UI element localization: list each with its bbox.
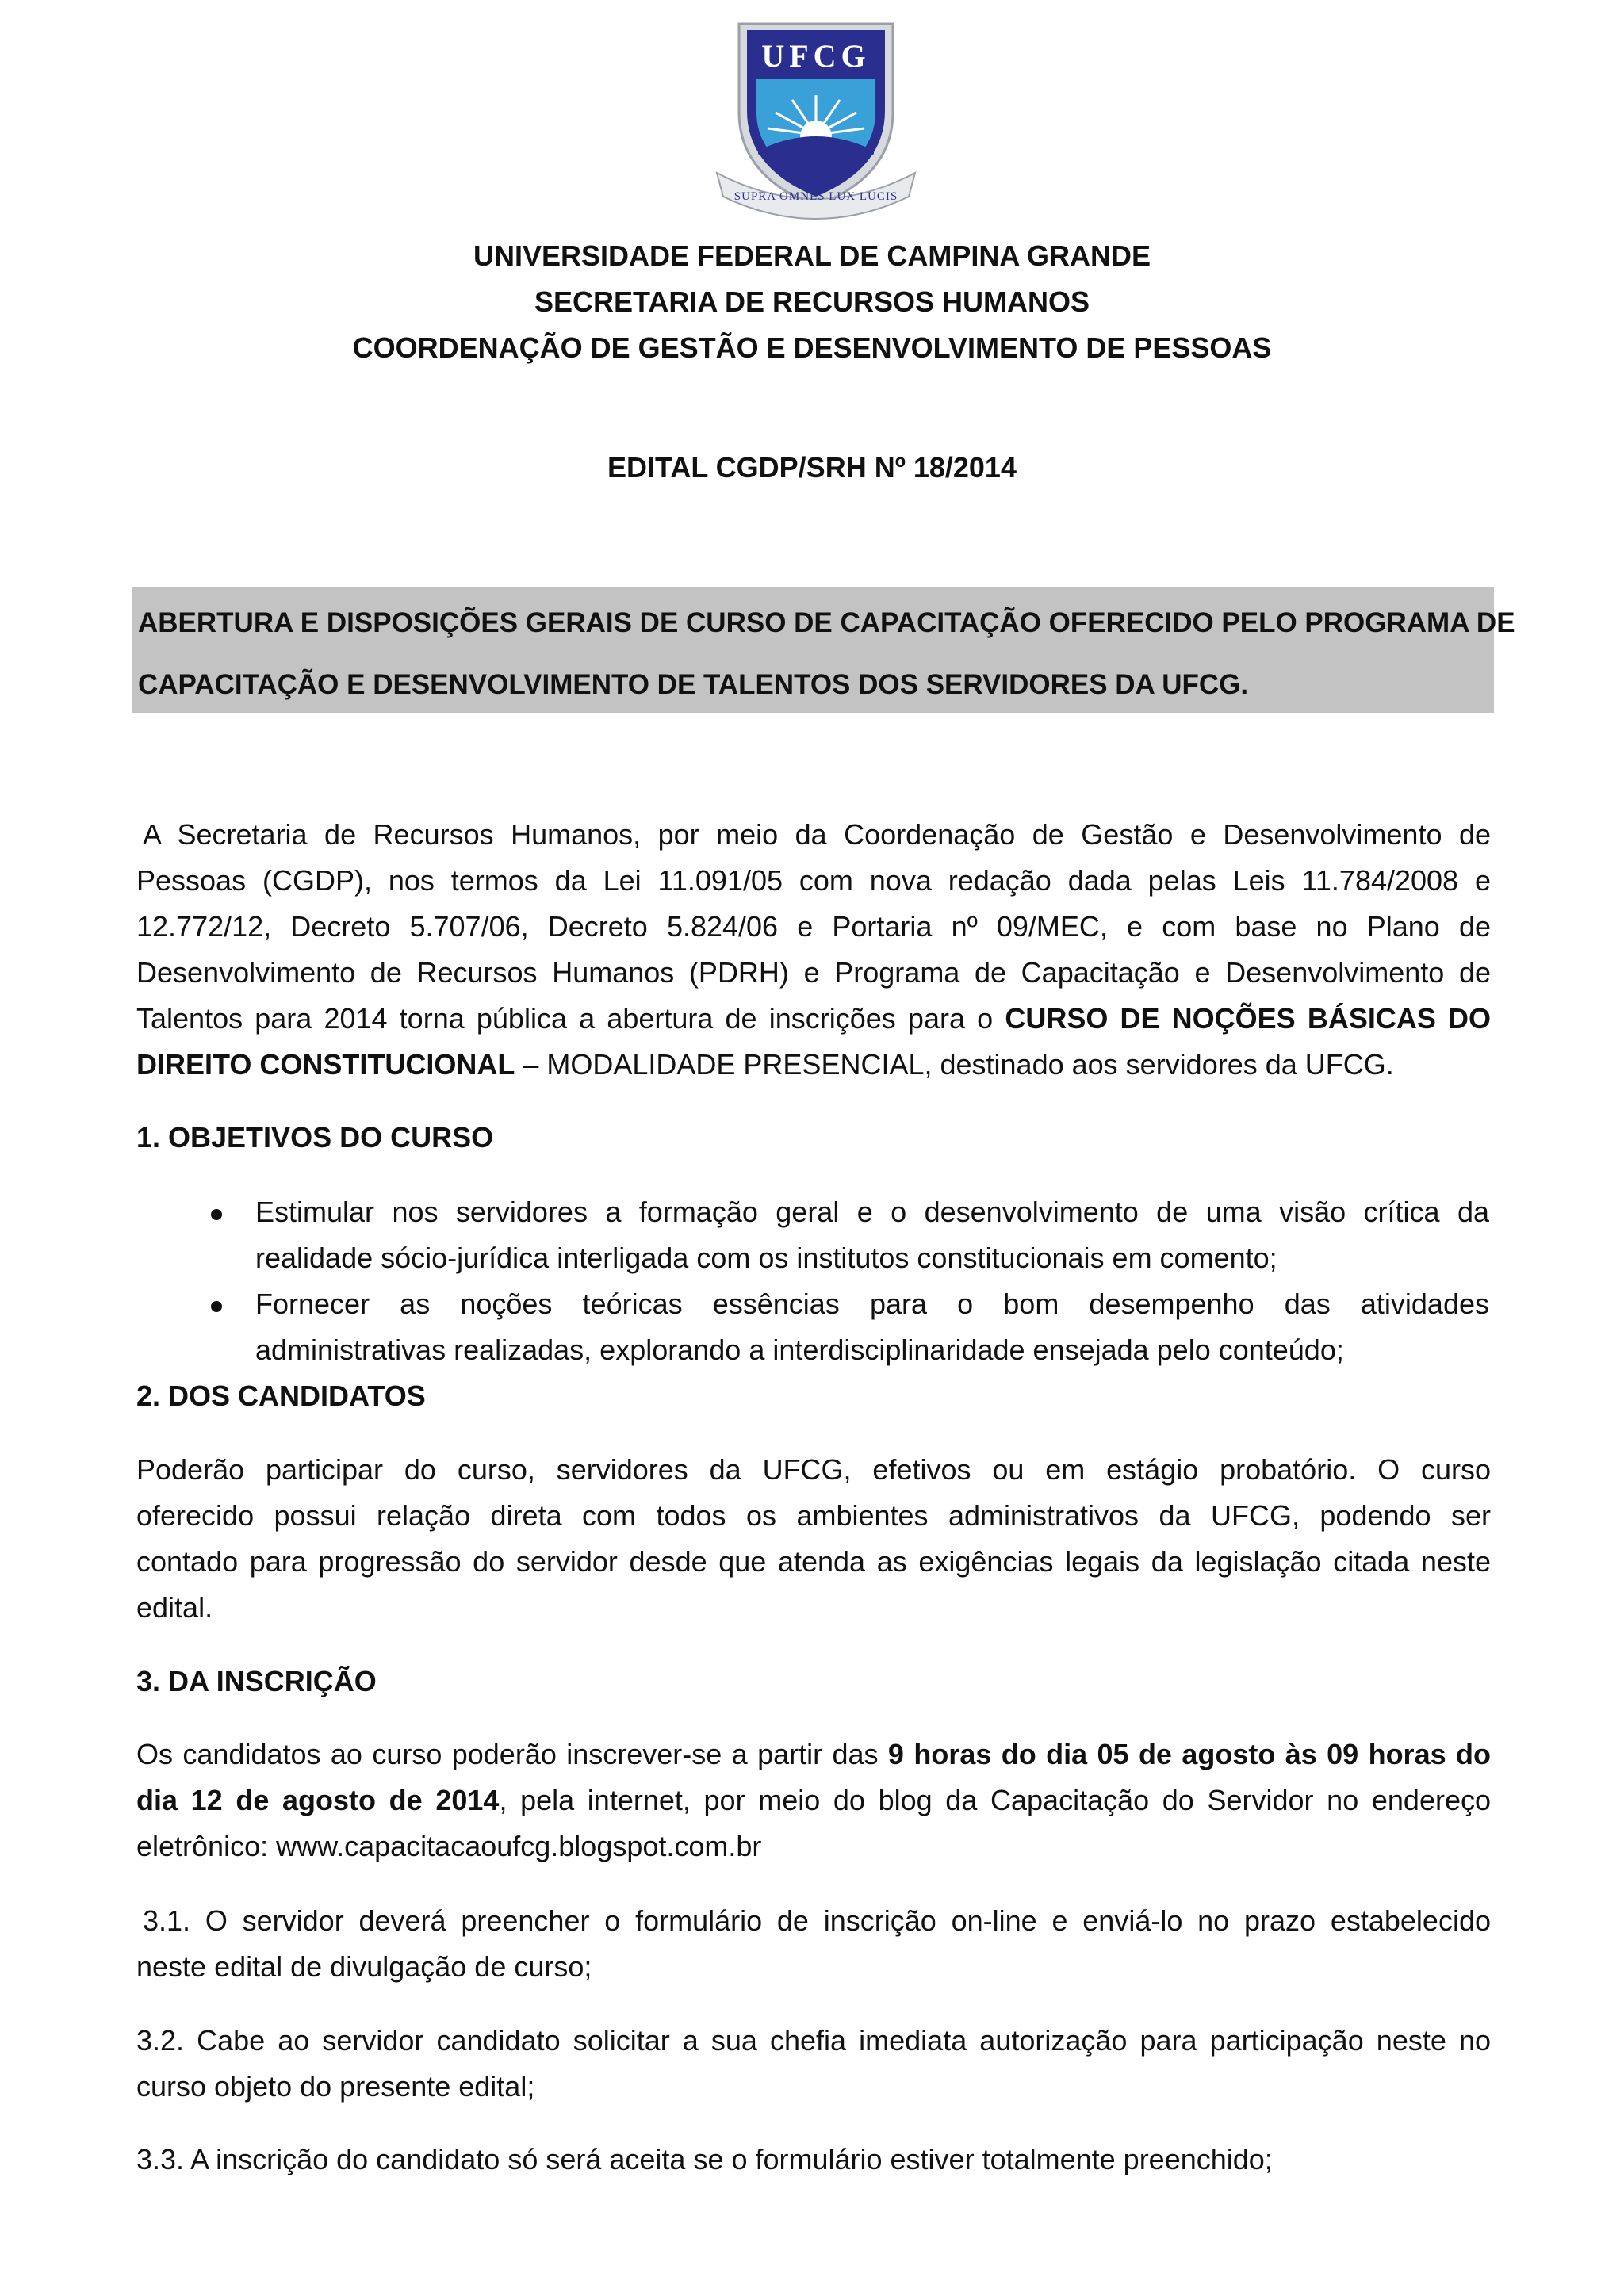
subject-line-2: CAPACITAÇÃO E DESENVOLVIMENTO DE TALENTOS DOS SERVIDORES DA UFCG. <box>138 669 1249 700</box>
bullet-icon <box>211 1301 222 1312</box>
item-line: 3.3. A inscrição do candidato só será aceita se o formulário estiver totalmente preenchido; <box>136 2143 1273 2175</box>
registration-period-bold: dia 12 de agosto de 2014 <box>136 1784 500 1816</box>
svg-text:UFCG: UFCG <box>761 38 871 74</box>
candidates-line: Poderão participar do curso, servidores da UFCG, efetivos ou em estágio probatório. O curso <box>136 1453 1491 1486</box>
bullet-line: administrativas realizadas, explorando a interdisciplinaridade ensejada pelo conteúdo; <box>255 1334 1344 1366</box>
subject-line-1: ABERTURA E DISPOSIÇÕES GERAIS DE CURSO DE CAPACITAÇÃO OFERECIDO PELO PROGRAMA DE <box>138 607 1515 638</box>
intro-text: – MODALIDADE PRESENCIAL, destinado aos servidores da UFCG. <box>515 1048 1394 1081</box>
section-1-title: 1. OBJETIVOS DO CURSO <box>136 1121 494 1154</box>
bullet-icon <box>211 1209 222 1220</box>
intro-line <box>136 1042 1491 1088</box>
section-3-title: 3. DA INSCRIÇÃO <box>136 1665 377 1697</box>
ufcg-shield-icon <box>709 17 923 225</box>
ufcg-logo <box>709 17 923 225</box>
registration-text: , pela internet, por meio do blog da Capacitação do Servidor no endereço <box>499 1784 1491 1816</box>
intro-line: 12.772/12, Decreto 5.707/06, Decreto 5.824/06 e Portaria nº 09/MEC, e com base no Plano de <box>136 910 1491 943</box>
course-name-bold: DIREITO CONSTITUCIONAL <box>136 1048 515 1081</box>
bullet-item <box>255 1281 1489 1373</box>
candidates-paragraph <box>136 1447 1491 1631</box>
header-university: UNIVERSIDADE FEDERAL DE CAMPINA GRANDE <box>473 239 1151 272</box>
subject-box <box>132 587 1515 713</box>
section-2-title: 2. DOS CANDIDATOS <box>136 1380 426 1412</box>
registration-paragraph <box>136 1732 1491 1869</box>
item-line: curso objeto do presente edital; <box>136 2070 535 2103</box>
intro-line: Pessoas (CGDP), nos termos da Lei 11.091/05 com nova redação dada pelas Leis 11.784/2008 e <box>136 864 1491 897</box>
bullet-item <box>255 1189 1489 1281</box>
bullet-line: Fornecer as noções teóricas essências para o bom desempenho das atividades <box>255 1288 1489 1320</box>
item-3-3 <box>136 2137 1491 2183</box>
candidates-line: edital. <box>136 1591 213 1624</box>
item-3-2 <box>136 2018 1491 2110</box>
registration-text: Os candidatos ao curso poderão inscrever-se a partir das <box>136 1738 888 1770</box>
header-secretariat: SECRETARIA DE RECURSOS HUMANOS <box>534 285 1090 318</box>
intro-line <box>136 996 1491 1042</box>
bullet-line: realidade sócio-jurídica interligada com os institutos constitucionais em comento; <box>255 1242 1277 1274</box>
item-3-1 <box>136 1898 1491 1990</box>
registration-line <box>136 1777 1491 1823</box>
intro-paragraph <box>136 812 1491 1088</box>
course-name-bold: CURSO DE NOÇÕES BÁSICAS DO <box>1005 1002 1491 1035</box>
item-line: 3.2. Cabe ao servidor candidato solicitar a sua chefia imediata autorização para participação neste no <box>136 2024 1491 2057</box>
bullet-line: Estimular nos servidores a formação geral e o desenvolvimento de uma visão crítica da <box>255 1196 1489 1228</box>
edital-title: EDITAL CGDP/SRH Nº 18/2014 <box>607 451 1017 484</box>
header-coordination: COORDENAÇÃO DE GESTÃO E DESENVOLVIMENTO DE PESSOAS <box>352 331 1272 364</box>
registration-period-bold: 9 horas do dia 05 de agosto às 09 horas do <box>887 1738 1491 1770</box>
intro-line: Desenvolvimento de Recursos Humanos (PDRH) e Programa de Capacitação e Desenvolvimento de <box>136 956 1491 989</box>
intro-text: Talentos para 2014 torna pública a abertura de inscrições para o <box>136 1002 1005 1035</box>
registration-url-line: eletrônico: www.capacitacaoufcg.blogspot.com.br <box>136 1830 762 1862</box>
item-line: 3.1. O servidor deverá preencher o formulário de inscrição on-line e enviá-lo no prazo estabelecido <box>143 1904 1491 1937</box>
candidates-line: contado para progressão do servidor desde que atenda as exigências legais da legislação citada neste <box>136 1545 1491 1578</box>
registration-line <box>136 1732 1491 1777</box>
item-line: neste edital de divulgação de curso; <box>136 1950 592 1983</box>
svg-text:SUPRA OMNES LUX LUCIS: SUPRA OMNES LUX LUCIS <box>733 190 898 203</box>
candidates-line: oferecido possui relação direta com todos os ambientes administrativos da UFCG, podendo ser <box>136 1499 1491 1532</box>
institution-header <box>0 233 1624 371</box>
intro-line: A Secretaria de Recursos Humanos, por meio da Coordenação de Gestão e Desenvolvimento de <box>143 818 1491 851</box>
